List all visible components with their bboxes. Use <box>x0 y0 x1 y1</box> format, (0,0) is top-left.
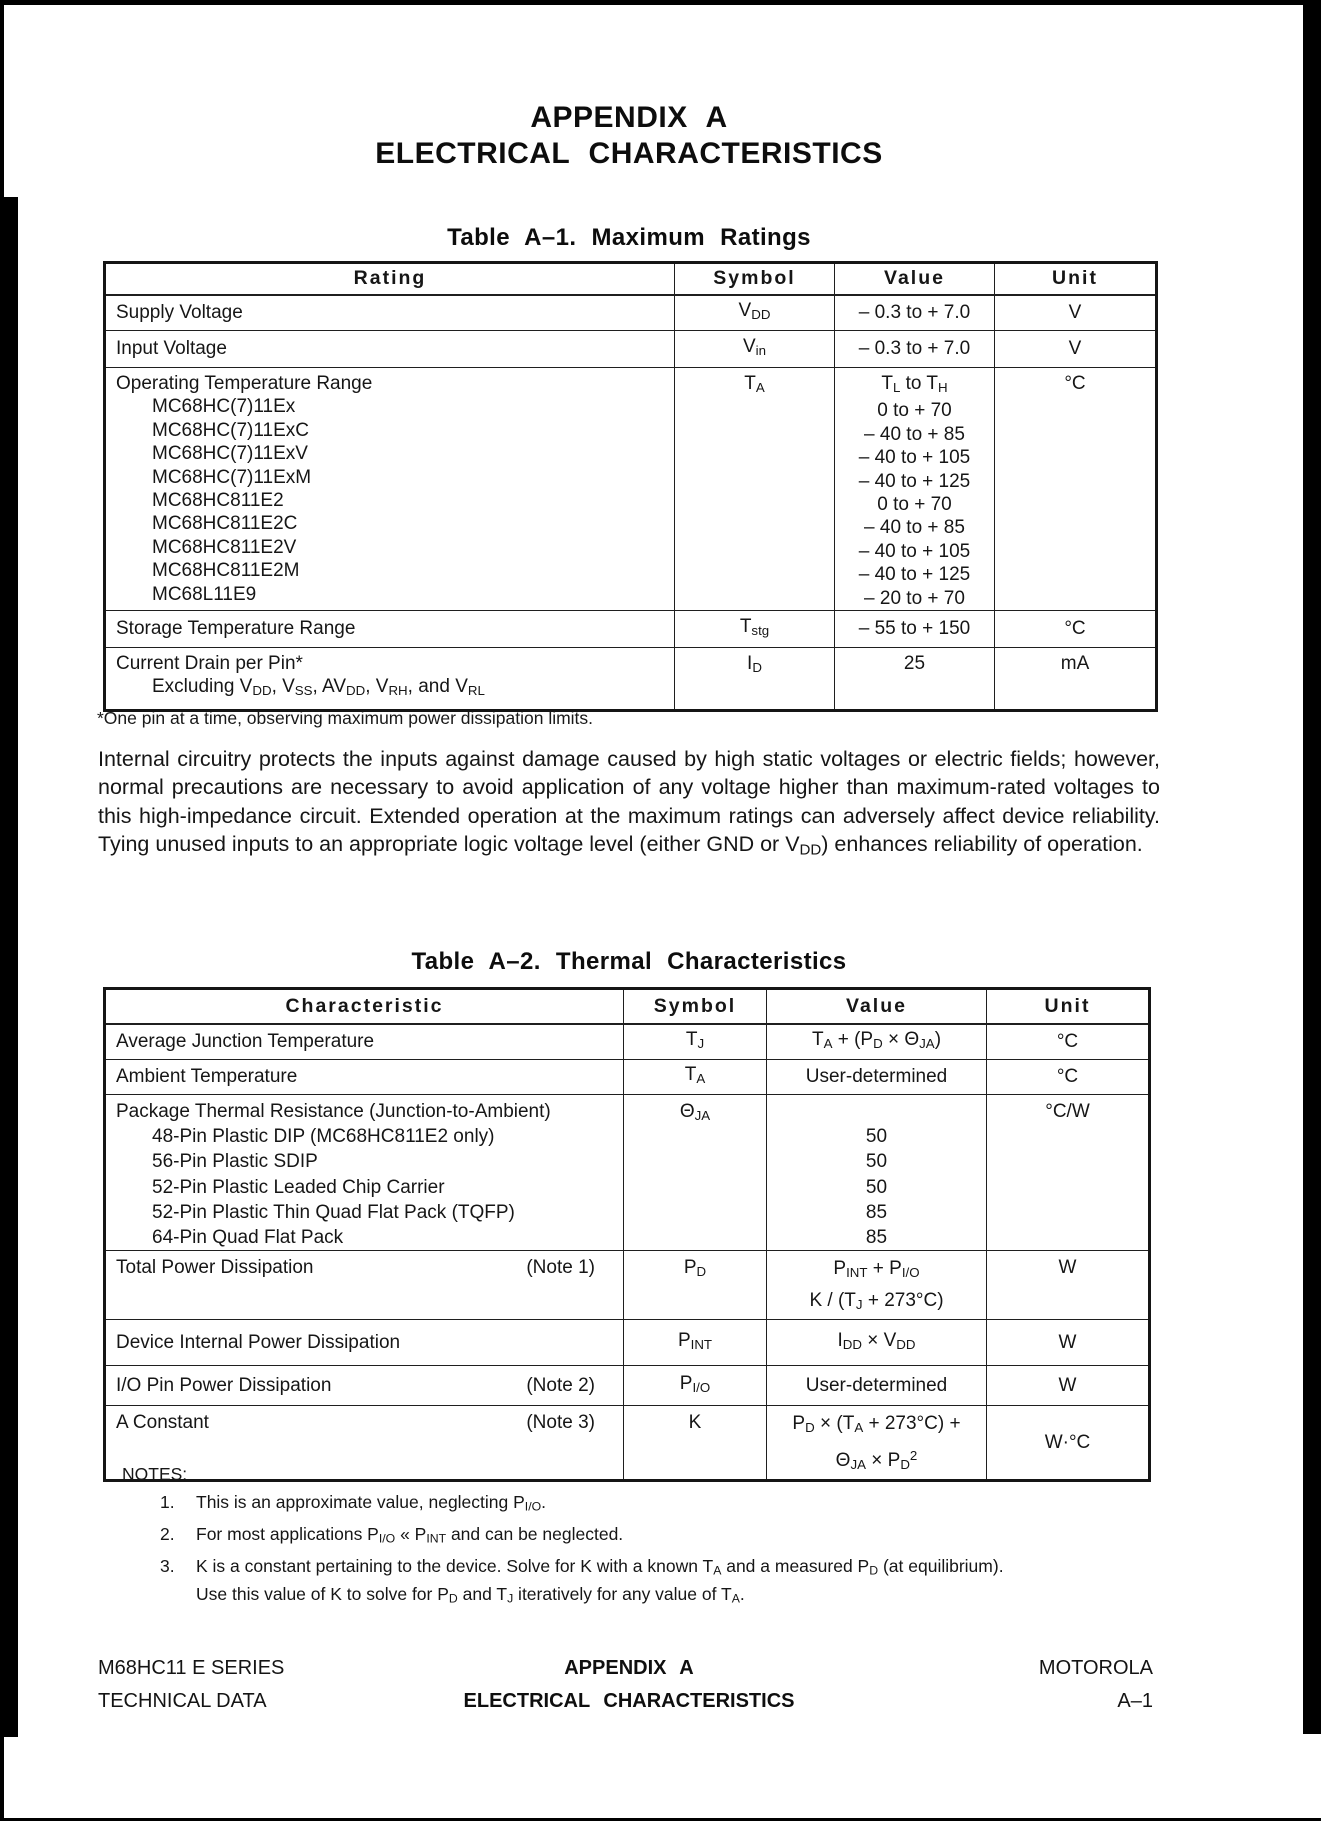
table-a2-header-characteristic: Characteristic <box>105 989 624 1024</box>
note-line: Use this value of K to solve for $P_D$ and $T_J$ iteratively for any value of $T_A$. <box>196 1584 745 1606</box>
value-cell: User-determined <box>767 1060 987 1095</box>
package-name: 48-Pin Plastic DIP (MC68HC811E2 only) <box>152 1126 495 1148</box>
rating-cell: Storage Temperature Range <box>105 610 675 647</box>
temp-range: – 40 to + 85 <box>864 517 965 539</box>
table-a2-header-value: Value <box>767 989 987 1024</box>
note-item <box>122 1491 1172 1519</box>
thermal-resistance-value: 85 <box>865 1227 888 1248</box>
unit-cell: W <box>987 1251 1150 1320</box>
symbol-cell: $V_{DD}$ <box>675 295 835 331</box>
device-name: MC68L11E9 <box>152 583 257 605</box>
footer-series: M68HC11 E SERIES <box>98 1657 285 1679</box>
table-row <box>105 331 1157 368</box>
rating-cell: Supply Voltage <box>105 295 675 331</box>
table-row <box>105 1320 1150 1366</box>
characteristic-cell: Average Junction Temperature <box>105 1024 624 1060</box>
table-a1-header-value: Value <box>835 263 995 295</box>
table-row <box>105 368 1157 611</box>
package-name: 56-Pin Plastic SDIP <box>152 1151 318 1173</box>
characteristic-cell <box>105 1095 624 1251</box>
temp-range: 0 to + 70 <box>877 493 952 515</box>
table-row <box>105 1060 1150 1095</box>
appendix-title <box>103 100 1155 172</box>
table-a2-header-symbol: Symbol <box>624 989 767 1024</box>
symbol-cell: $P_D$ <box>624 1251 767 1320</box>
rating-cell <box>105 368 675 611</box>
footer-appendix: APPENDIX A <box>564 1657 694 1679</box>
note-item <box>122 1523 1172 1551</box>
unit-cell: °C <box>995 368 1157 611</box>
table-row <box>105 647 1157 710</box>
thermal-resistance-value: 50 <box>865 1176 888 1198</box>
note-ref: (Note 2) <box>526 1374 595 1396</box>
table-row <box>105 295 1157 331</box>
footer-brand: MOTOROLA <box>1038 1657 1153 1679</box>
value-cell: – 0.3 to + 7.0 <box>835 295 995 331</box>
symbol-cell: $T_A$ <box>624 1060 767 1095</box>
table-a1-header-unit: Unit <box>995 263 1157 295</box>
value-cell: $T_A + (P_D \times \Theta_{JA})$ <box>767 1024 987 1060</box>
footer-chapter: ELECTRICAL CHARACTERISTICS <box>463 1690 795 1712</box>
unit-cell: V <box>995 331 1157 368</box>
unit-cell: mA <box>995 647 1157 710</box>
table-a1-title: Table A–1. Maximum Ratings <box>447 224 811 251</box>
temp-range: – 40 to + 125 <box>858 564 971 586</box>
value-cell: – 0.3 to + 7.0 <box>835 331 995 368</box>
note-ref: (Note 1) <box>526 1257 595 1279</box>
package-list <box>116 1124 617 1250</box>
appendix-title-line1: APPENDIX A <box>530 101 728 134</box>
temp-range: – 40 to + 125 <box>858 470 971 492</box>
symbol-cell: $T_A$ <box>675 368 835 611</box>
value-cell <box>767 1251 987 1320</box>
table-a2-header-row <box>105 989 1150 1024</box>
unit-cell: V <box>995 295 1157 331</box>
value-cell: – 55 to + 150 <box>835 610 995 647</box>
table-row <box>105 610 1157 647</box>
table-a1-header-symbol: Symbol <box>675 263 835 295</box>
characteristic-label: Package Thermal Resistance (Junction-to-Ambient) <box>116 1101 551 1122</box>
symbol-cell: $P_{INT}$ <box>624 1320 767 1366</box>
footer-page-number: A–1 <box>1117 1690 1153 1712</box>
value-line: $K / (T_J + 273^\circ C)$ <box>809 1290 944 1313</box>
characteristic-label: I/O Pin Power Dissipation <box>116 1374 332 1396</box>
device-name: MC68HC(7)11ExM <box>152 466 312 488</box>
thermal-resistance-value: 85 <box>865 1201 888 1223</box>
table-a2 <box>103 987 1151 1482</box>
note-text <box>196 1491 1172 1519</box>
symbol-cell: $I_D$ <box>675 647 835 710</box>
note-text <box>196 1523 1172 1551</box>
temp-range: – 40 to + 105 <box>858 540 971 562</box>
temp-range: – 40 to + 85 <box>864 423 965 445</box>
device-name: MC68HC(7)11ExC <box>152 419 309 441</box>
unit-cell: °C <box>987 1024 1150 1060</box>
symbol-cell: $T_{stg}$ <box>675 610 835 647</box>
table-a1 <box>103 261 1158 712</box>
device-name: MC68HC811E2V <box>152 536 297 558</box>
unit-cell: W·°C <box>987 1406 1150 1481</box>
scan-edge-left-bar <box>0 197 18 1737</box>
table-row <box>105 1095 1150 1251</box>
characteristic-cell <box>105 1251 624 1320</box>
value-cell: User-determined <box>767 1366 987 1406</box>
device-name: MC68HC(7)11ExV <box>152 443 308 465</box>
note-line: K is a constant pertaining to the device. Solve for K with a known $T_A$ and a measured $P_D$ (at equilibrium). <box>196 1555 1004 1578</box>
symbol-cell: $P_{I/O}$ <box>624 1366 767 1406</box>
note-ref: (Note 3) <box>526 1412 595 1434</box>
body-paragraph: Internal circuitry protects the inputs against damage caused by high static voltages or electric fields; however, normal precautions are necessary to avoid application of any voltage higher than maximum-rated voltages to this high-impedance circuit. Extended operation at the maximum ratings can adversely affect device reliability. Tying unused inputs to an appropriate logic voltage level (either GND or $V_{DD}$) enhances reliability of operation. <box>98 747 1160 859</box>
symbol-cell: K <box>624 1406 767 1481</box>
device-name: MC68HC811E2 <box>152 490 284 512</box>
rating-cell <box>105 647 675 710</box>
symbol-cell: $\Theta_{JA}$ <box>624 1095 767 1251</box>
device-name: MC68HC811E2M <box>152 560 300 582</box>
rating-sub-label: Excluding $V_{DD}$, $V_{SS}$, $AV_{DD}$, $V_{RH}$, and $V_{RL}$ <box>152 676 485 699</box>
device-name: MC68HC811E2C <box>152 513 298 535</box>
characteristic-label: Total Power Dissipation <box>116 1257 314 1279</box>
table-row <box>105 1366 1150 1406</box>
temp-range: $T_L$ to $T_H$ <box>881 373 948 395</box>
note-text <box>196 1555 1172 1611</box>
footer-right <box>855 1652 1153 1718</box>
unit-cell: W <box>987 1320 1150 1366</box>
value-line: $\Theta_{JA} \times P_D^2$ <box>835 1447 918 1472</box>
package-name: 52-Pin Plastic Leaded Chip Carrier <box>152 1176 445 1198</box>
temp-range: – 20 to + 70 <box>864 587 965 609</box>
note-line: This is an approximate value, neglecting $P_{I/O}$. <box>196 1491 547 1514</box>
package-name: 64-Pin Quad Flat Pack <box>152 1227 344 1249</box>
rating-label: Operating Temperature Range <box>116 373 373 394</box>
rating-label: Current Drain per Pin* <box>116 652 303 674</box>
value-cell <box>767 1095 987 1251</box>
rating-cell: Input Voltage <box>105 331 675 368</box>
thermal-resistance-value: 50 <box>865 1126 888 1148</box>
notes-label: NOTES: <box>122 1464 188 1484</box>
characteristic-cell: Ambient Temperature <box>105 1060 624 1095</box>
symbol-cell: $V_{in}$ <box>675 331 835 368</box>
value-line: $P_{INT} + P_{I/O}$ <box>833 1258 920 1281</box>
temp-range-list <box>835 372 994 610</box>
note-number: 2. <box>160 1523 175 1544</box>
table-a1-footnote: *One pin at a time, observing maximum power dissipation limits. <box>97 708 594 728</box>
temp-range: 0 to + 70 <box>877 400 952 422</box>
page-border-top <box>0 0 1321 5</box>
note-item <box>122 1555 1172 1611</box>
table-a1-header-row <box>105 263 1157 295</box>
value-cell: 25 <box>835 647 995 710</box>
characteristic-cell <box>105 1366 624 1406</box>
characteristic-cell: Device Internal Power Dissipation <box>105 1320 624 1366</box>
unit-cell: °C <box>987 1060 1150 1095</box>
device-list <box>116 395 668 606</box>
notes-block <box>122 1463 1172 1611</box>
device-name: MC68HC(7)11Ex <box>152 396 296 418</box>
table-a1-header-rating: Rating <box>105 263 675 295</box>
footer-technical-data: TECHNICAL DATA <box>98 1690 267 1712</box>
unit-cell: °C <box>995 610 1157 647</box>
value-cell: $I_{DD} \times V_{DD}$ <box>767 1320 987 1366</box>
value-lines <box>767 1255 986 1319</box>
scan-edge-right-bar <box>1303 0 1321 1734</box>
table-a2-title: Table A–2. Thermal Characteristics <box>411 948 847 975</box>
note-line: For most applications $P_{I/O}$ « $P_{INT}$ and can be neglected. <box>196 1523 624 1546</box>
table-a2-header-unit: Unit <box>987 989 1150 1024</box>
note-number: 3. <box>160 1555 175 1576</box>
package-name: 52-Pin Plastic Thin Quad Flat Pack (TQFP) <box>152 1201 515 1223</box>
symbol-cell: $T_J$ <box>624 1024 767 1060</box>
thermal-resistance-list <box>767 1099 986 1250</box>
appendix-title-line2: ELECTRICAL CHARACTERISTICS <box>375 137 883 170</box>
unit-cell: W <box>987 1366 1150 1406</box>
table-row <box>105 1251 1150 1320</box>
note-number: 1. <box>160 1491 175 1512</box>
characteristic-label: A Constant <box>116 1412 209 1434</box>
temp-range: – 40 to + 105 <box>858 447 971 469</box>
unit-cell: °C/W <box>987 1095 1150 1251</box>
table-row <box>105 1024 1150 1060</box>
value-cell <box>835 368 995 611</box>
thermal-resistance-value: 50 <box>865 1151 888 1173</box>
value-line: $P_D \times (T_A + 273^\circ C)$ + <box>792 1413 961 1435</box>
